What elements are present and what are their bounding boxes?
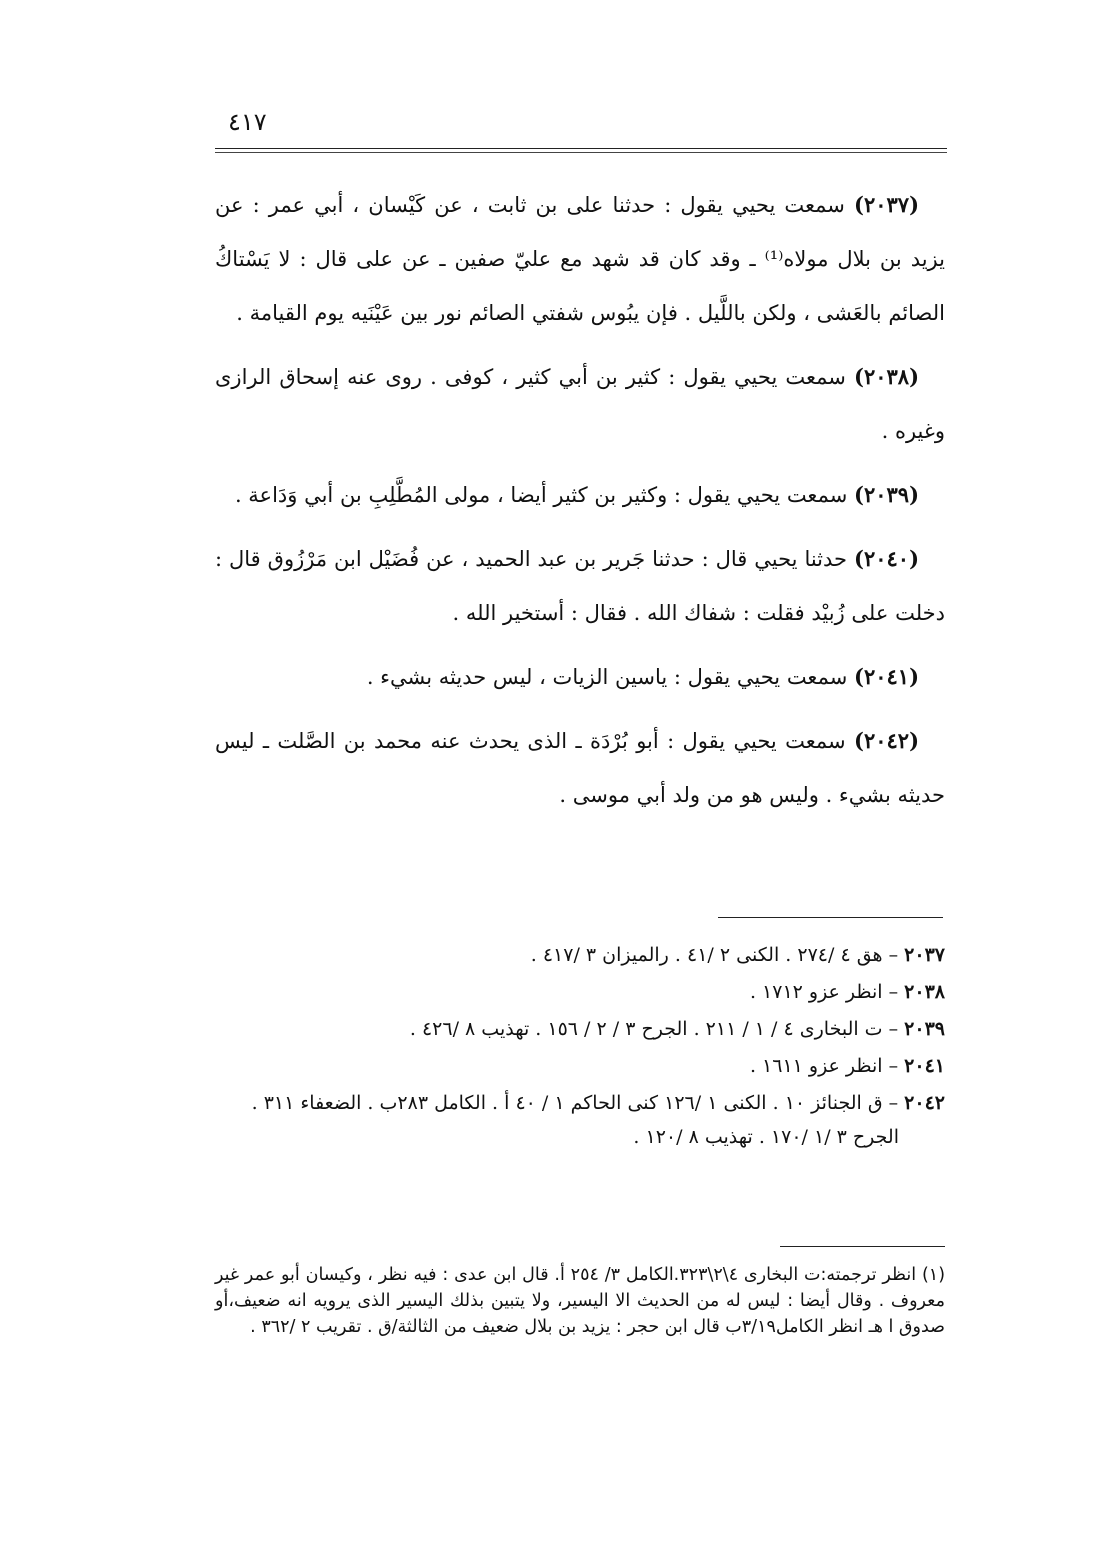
reference-text: – هق ٤ /٢٧٤ . الكنى ٢ /٤١ . رالميزان ٣ /٤١٧ . bbox=[530, 944, 899, 966]
entry-number: (٢٠٣٩) bbox=[854, 482, 919, 507]
reference-number: ٢٠٣٩ bbox=[904, 1018, 945, 1040]
reference-text: – ق الجنائز ١٠ . الكنى ١ /١٢٦ كنى الحاكم ١ / ٤٠ أ . الكامل ٢٨٣ب . الضعفاء ٣١١ . الجرح ٣ /١ /١٧٠ . تهذيب ٨ /١٢٠ . bbox=[251, 1092, 899, 1148]
entry-number: (٢٠٤٠) bbox=[854, 546, 919, 571]
entry-text: حدثنا يحيي قال : حدثنا جَرير بن عبد الحميد ، عن فُضَيْل ابن مَرْزُوق قال : دخلت على زُبيْد فقلت : شفاك الله . فقال : أستخير الله . bbox=[215, 547, 945, 625]
reference-2039 bbox=[215, 1012, 945, 1046]
reference-number: ٢٠٣٧ bbox=[904, 944, 945, 966]
reference-text: – انظر عزو ١٦١١ . bbox=[749, 1055, 899, 1077]
reference-number: ٢٠٣٨ bbox=[904, 981, 945, 1003]
entry-2042 bbox=[215, 714, 945, 822]
body-text bbox=[215, 178, 945, 832]
entry-number: (٢٠٤١) bbox=[854, 664, 919, 689]
reference-text: – انظر عزو ١٧١٢ . bbox=[749, 981, 899, 1003]
reference-2038 bbox=[215, 975, 945, 1009]
entry-2041 bbox=[215, 650, 945, 704]
entry-text: سمعت يحيي يقول : كثير بن أبي كثير ، كوفى . روى عنه إسحاق الرازى وغيره . bbox=[215, 365, 945, 443]
reference-2042 bbox=[215, 1086, 945, 1154]
references bbox=[215, 938, 945, 1157]
reference-number: ٢٠٤١ bbox=[904, 1055, 945, 1077]
footnote: (١) انظر ترجمته:ت البخارى ٤\٢\٣٢٣.الكامل ٣/ ٢٥٤ أ. قال ابن عدى : فيه نظر ، وكيسان أبو عمر غير معروف . وقال أيضا : ليس له من الحديث الا اليسير، ولا يتبين بذلك اليسير الذى يرويه انه ضعيف،أو صدوق ا هـ انظر الكامل٣/١٩ب قال ابن حجر : يزيد بن بلال ضعيف من الثالثة/ق . تقريب ٢ /٣٦٢ . bbox=[215, 1265, 946, 1337]
reference-text: – ت البخارى ٤ / ١ / ٢١١ . الجرح ٣ / ٢ / ١٥٦ . تهذيب ٨ /٤٢٦ . bbox=[409, 1018, 899, 1040]
reference-number: ٢٠٤٢ bbox=[904, 1092, 945, 1114]
entry-2039 bbox=[215, 468, 945, 522]
entry-2038 bbox=[215, 350, 945, 458]
entry-number: (٢٠٣٧) bbox=[854, 192, 920, 217]
entry-text: سمعت يحيي يقول : أبو بُرْدَة ـ الذى يحدث عنه محمد بن الصَّلت ـ ليس حديثه بشيء . وليس هو من ولد أبي موسى . bbox=[215, 729, 945, 807]
entry-text: سمعت يحيي يقول : ياسين الزيات ، ليس حديثه بشيء . bbox=[366, 665, 848, 689]
entry-text: سمعت يحيي يقول : وكثير بن كثير أيضا ، مولى المُطَّلِبِ بن أبي وَدَاعة . bbox=[234, 483, 848, 507]
header-rule bbox=[215, 148, 947, 153]
entry-number: (٢٠٣٨) bbox=[854, 364, 919, 389]
entry-number: (٢٠٤٢) bbox=[854, 728, 919, 753]
reference-2037 bbox=[215, 938, 945, 972]
entry-2037 bbox=[215, 178, 945, 340]
references-rule bbox=[718, 917, 943, 918]
footnote-rule bbox=[780, 1246, 945, 1247]
entry-2040 bbox=[215, 532, 945, 640]
entry-text: سمعت يحيي يقول : حدثنا على بن ثابت ، عن كَيْسان ، أبي عمر : عن يزيد بن بلال مولاه⁽¹⁾ ـ وقد كان قد شهد مع عليّ صفين ـ عن على قال : لا يَسْتاكُ الصائم بالعَشى ، ولكن باللَّيل . فإن يبُوس شفتي الصائم نور بين عَيْنَيه يوم القيامة . bbox=[215, 193, 945, 325]
reference-2041 bbox=[215, 1049, 945, 1083]
page-number: ٤١٧ bbox=[228, 108, 267, 136]
